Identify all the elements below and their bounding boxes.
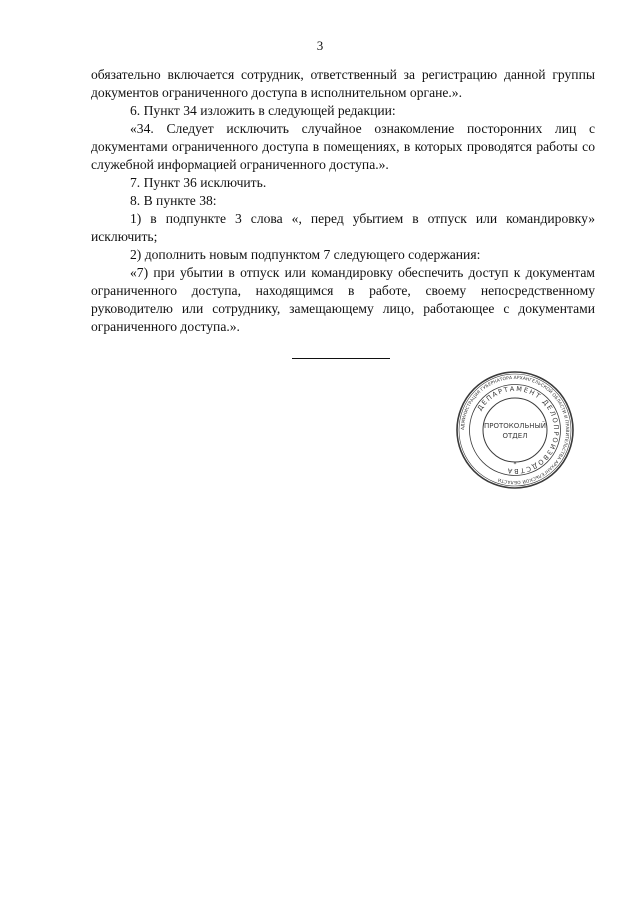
paragraph-item-8: 8. В пункте 38: [130,193,217,208]
paragraph-subitem-2: 2) дополнить новым подпунктом 7 следующего содержания: [130,247,481,262]
paragraph-item-7: 7. Пункт 36 исключить. [130,175,267,190]
seal-center-line-2: ОТДЕЛ [502,432,528,440]
paragraph-item-6: 6. Пункт 34 изложить в следующей редакции: [130,103,396,118]
separator-line [292,358,390,359]
paragraph-quote-7: «7) при убытии в отпуск или командировку обеспечить доступ к документам ограниченного доступа, находящимся в работе, своему непосредственному руководителю или сотруднику, замещающему лицо, работающее с документами ограниченного доступа.». [91,265,595,334]
paragraph-quote-34: «34. Следует исключить случайное ознакомление посторонних лиц с документами ограниченного доступа в помещениях, в которых проводятся работы со служебной информацией ограниченного доступа.». [91,121,595,172]
seal-outer-ring-text: АДМИНИСТРАЦИЯ ГУБЕРНАТОРА АРХАНГЕЛЬСКОЙ ОБЛАСТИ И ПРАВИТЕЛЬСТВА АРХАНГЕЛЬСКОЙ ОБЛАСТИ [460,375,570,485]
page-number: 3 [316,38,324,53]
paragraph-continuation: обязательно включается сотрудник, ответственный за регистрацию данной группы документов ограниченного доступа в исполнительном органе.». [91,67,595,100]
seal-center-line-1: ПРОТОКОЛЬНЫЙ [483,422,547,430]
paragraph-subitem-1: 1) в подпункте 3 слова «, перед убытием в отпуск или командировку» исключить; [91,211,595,244]
official-seal-stamp [455,370,575,490]
document-body [91,66,595,336]
seal-star-icon: * [513,461,517,468]
seal-inner-ring-text: ДЕПАРТАМЕНТ ДЕЛОПРОИЗВОДСТВА [475,384,561,476]
